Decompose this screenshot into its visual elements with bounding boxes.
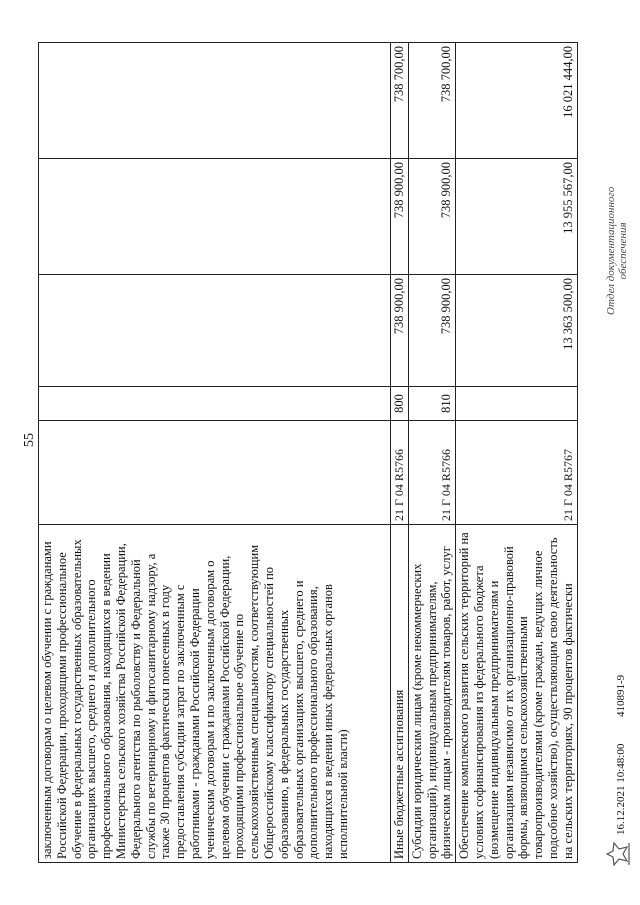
row-description: Обеспечение комплексного развития сельских территорий на условиях софинансирования из федерального бюджета (возмещение индивидуальным предпринимателям и организациям независимо от их организационно-правовой формы, являющимся сельскохозяйственными товаропроизводителями (кроме граждан, ведущих личное подсобное хозяйство), осуществляющим свою деятельность на сельских территориях, 90 процентов фактически: [456, 525, 577, 863]
page-number: 55: [22, 433, 37, 447]
row-value-1: [39, 275, 391, 387]
row-value-3: [39, 43, 391, 159]
stamp-line-2: обеспечения: [617, 222, 629, 280]
footer-datetime: 16.12.2021 10:48:00: [615, 743, 627, 835]
row-value-1: 738 900,00: [391, 275, 409, 387]
table-row: [456, 43, 577, 863]
row-code: [39, 421, 391, 525]
table-row: [391, 43, 409, 863]
row-vr: 800: [391, 387, 409, 421]
row-vr: 810: [408, 387, 455, 421]
row-value-2: [39, 159, 391, 275]
row-value-1: 13 363 500,00: [456, 275, 577, 387]
footer-doc-id: 410891-9: [615, 674, 627, 717]
table-row: [39, 43, 391, 863]
row-value-2: 738 900,00: [408, 159, 455, 275]
row-code: 21 Г 04 R5767: [456, 421, 577, 525]
row-value-2: 13 955 567,00: [456, 159, 577, 275]
stamp-line-1: Отдел документационного: [605, 186, 617, 315]
row-description: Субсидии юридическим лицам (кроме некоммерческих организаций), индивидуальным предпринимателям, физическим лицам - производителям товаров, работ, услуг: [408, 525, 455, 863]
row-code: 21 Г 04 R5766: [391, 421, 409, 525]
row-vr: [39, 387, 391, 421]
budget-table: [38, 42, 578, 863]
page-footer: [585, 35, 635, 875]
table-row: [408, 43, 455, 863]
department-stamp: [605, 187, 629, 315]
row-value-3: 738 700,00: [391, 43, 409, 159]
row-value-2: 738 900,00: [391, 159, 409, 275]
emblem-icon: [605, 839, 631, 869]
row-description: Иные бюджетные ассигнования: [391, 525, 409, 863]
row-value-3: 16 021 444,00: [456, 43, 577, 159]
row-value-3: 738 700,00: [408, 43, 455, 159]
row-code: 21 Г 04 R5766: [408, 421, 455, 525]
row-vr: [456, 387, 577, 421]
row-description: заключенным договорам о целевом обучении с гражданами Российской Федерации, проходящими профессиональное обучение в федеральных государственных образовательных организациях высшего, среднего и дополнительного профессионального образования, находящихся в ведении Министерства сельского хозяйства Российской Федерации, Федерального агентства по рыболовству и Федеральной службы по ветеринарному и фитосанитарному надзору, а также 30 процентов фактически понесенных в году предоставления субсидии затрат по заключенным с работниками - гражданами Российской Федерации ученическим договорам и по заключенным договорам о целевом обучении с гражданами Российской Федерации, проходящими профессиональное обучение по сельскохозяйственным специальностям, соответствующим Общероссийскому классификатору специальностей по образованию, в федеральных государственных образовательных организациях высшего, среднего и дополнительного профессионального образования, находящихся в ведении иных федеральных органов исполнительной власти): [39, 525, 391, 863]
row-value-1: 738 900,00: [408, 275, 455, 387]
